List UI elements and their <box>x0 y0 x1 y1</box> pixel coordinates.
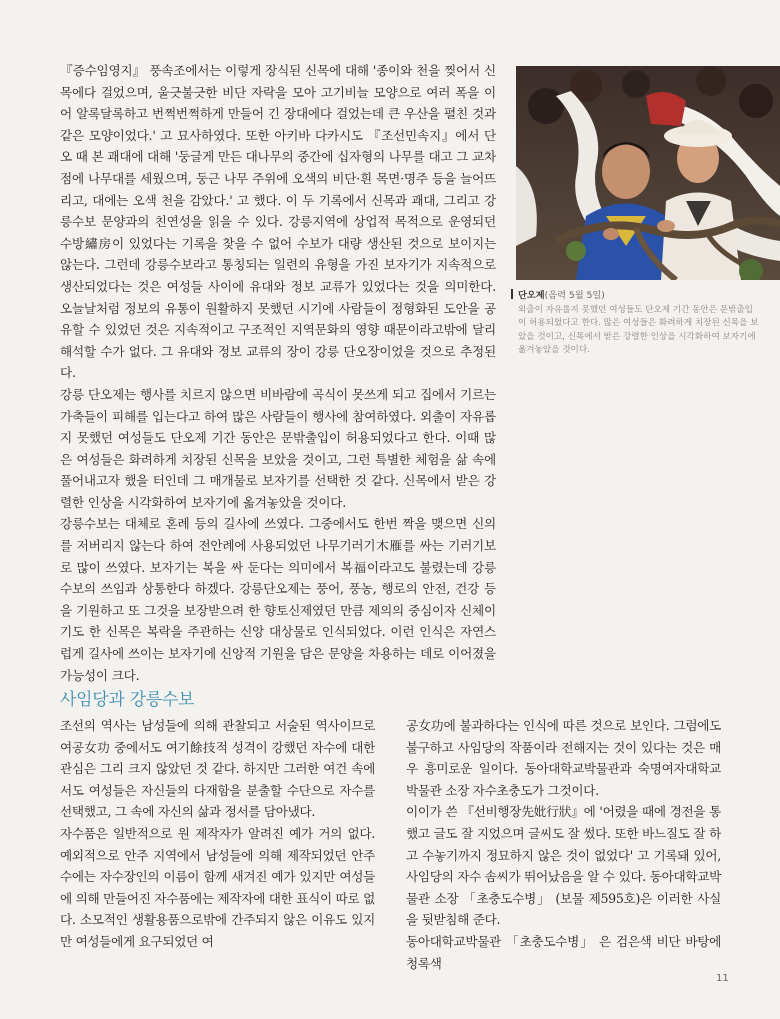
paragraph: 강릉수보는 대체로 혼례 등의 길사에 쓰였다. 그중에서도 한번 짝을 맺으면 신의를 저버리지 않는다 하여 전안례에 사용되었던 나무기러기木雁를 싸는 기러기보로 많이 쓰였다. 보자기는 복을 싸 둔다는 의미에서 복福이라고도 불렸는데 강릉수보의 쓰임과 상통한다 하겠다. 강릉단오제는 풍어, 풍농, 행로의 안전, 건강 등을 기원하고 또 그것을 보장받으려 한 향토신제였던 만큼 제의의 중심이자 신체이기도 한 신목은 복락을 주관하는 신앙 대상물로 인식되었다. 이런 인식은 자연스럽게 길사에 쓰이는 보자기에 신앙적 기원을 담은 문양을 차용하는 데로 이어졌을 가능성이 크다. <box>60 516 496 683</box>
left-column <box>60 715 375 953</box>
paragraph: 자수품은 일반적으로 원 제작자가 알려진 예가 거의 없다. 예외적으로 안주 지역에서 남성들에 의해 제작되었던 안주수에는 자수장인의 이름이 함께 새겨진 예가 있지만 여성들에 의해 만들어진 자수품에는 제작자에 대한 표식이 따로 없다. 소모적인 생활용품으로밖에 간주되지 않은 이유도 있지만 여성들에게 요구되었던 여 <box>60 825 375 949</box>
caption-date: (음력 5월 5일) <box>544 290 605 301</box>
paragraph: 이이가 쓴 『선비행장先妣行狀』에 '어렸을 때에 경전을 통했고 글도 잘 지었으며 글씨도 잘 썼다. 또한 바느질도 잘 하고 수놓기까지 정묘하지 않은 것이 없었다' 고 기록돼 있어, 사임당의 자수 솜씨가 뛰어났음을 알 수 있다. 동아대학교박물관 소장 「초충도수병」 (보물 제595호)은 이러한 사실을 뒷받침해 준다. <box>406 804 721 928</box>
caption-marker <box>511 289 513 299</box>
photo-caption <box>511 289 761 358</box>
paragraph: 『증수임영지』 풍속조에서는 이렇게 장식된 신목에 대해 '종이와 천을 찢어서 신목에다 걸었으며, 울긋불긋한 비단 자락을 모아 고기비늘 모양으로 여러 폭을 이어 알록달록하고 번쩍번쩍하게 만들어 긴 장대에다 걸었는데 큰 우산을 펼친 것과 같은 모양이었다.' 고 묘사하였다. 또한 아키바 다카시도 『조선민속지』에서 단오 때 본 괘대에 대해 '둥글게 만든 대나무의 중간에 십자형의 나무를 대고 그 교차점에 나무대를 세웠으며, 둥근 나무 주위에 오색의 비단·흰 목면·명주 등을 늘어뜨리고, 대에는 오색 천을 감았다.' 고 했다. 이 두 기록에서 신목과 괘대, 그리고 강릉수보 문양과의 친연성을 읽을 수 있다. 강릉지역에 상업적 목적으로 운영되던 수방繡房이 있었다는 기록을 찾을 수 없어 수보가 대량 생산된 것으로 보이지는 않는다. 그런데 강릉수보라고 통칭되는 일련의 유형을 가진 보자기가 지속적으로 생산되었다는 것은 여성들 사이에 유대와 정보 교류가 있었다는 것을 의미한다. 오늘날처럼 정보의 유통이 원활하지 못했던 시기에 사람들이 정형화된 도안을 공유할 수 있었던 것은 지속적이고 구조적인 지역문화의 영향 때문이라고밖에 달리 해석할 수가 없다. 그 유대와 정보 교류의 장이 강릉 단오장이었을 것으로 추정된다. <box>60 63 496 381</box>
caption-title: 단오제 <box>518 290 545 301</box>
paragraph: 공女功에 불과하다는 인식에 따른 것으로 보인다. 그럼에도 불구하고 사임당의 작품이라 전해지는 것이 있다는 것은 매우 흥미로운 일이다. 동아대학교박물관과 숙명여자대학교박물관 소장 자수초충도가 그것이다. <box>406 718 721 798</box>
caption-body: 외출이 자유롭지 못했던 여성들도 단오제 기간 동안은 문밖출입이 허용되었다고 한다. 많은 여성들은 화려하게 치장된 신목을 보았을 것이고, 신목에서 받은 강렬한 인상을 시각화하여 보자기에 옮겨놓았을 것이다. <box>518 304 759 356</box>
paragraph: 동아대학교박물관 「초충도수병」 은 검은색 비단 바탕에 청록색 <box>406 933 721 971</box>
dano-festival-photo <box>516 66 780 280</box>
paragraph: 강릉 단오제는 행사를 치르지 않으면 비바람에 곡식이 못쓰게 되고 집에서 기르는 가축들이 피해를 입는다고 하여 많은 사람들이 행사에 참여하였다. 외출이 자유롭지 못했던 여성들도 단오제 기간 동안은 문밖출입이 허용되었다고 한다. 이때 많은 여성들은 화려하게 치장된 신목을 보았을 것이고, 그런 특별한 체험을 삶 속에 풀어내고자 했을 터인데 그 매개물로 보자기를 선택한 것 같다. 신목에서 받은 강렬한 인상을 시각화하여 보자기에 옮겨놓았을 것이다. <box>60 386 496 510</box>
right-column <box>406 715 721 974</box>
page-number: 11 <box>716 973 729 984</box>
paragraph: 조선의 역사는 남성들에 의해 관찰되고 서술된 역사이므로 여공女功 중에서도 여기餘技적 성격이 강했던 자수에 대한 관심은 그리 크지 않았던 것 같다. 하지만 그러한 여건 속에서도 여성들은 자신들의 다재함을 분출할 수단으로 자수를 선택했고, 그 속에 자신의 삶과 정서를 담아냈다. <box>60 718 375 820</box>
section-heading: 사임당과 강릉수보 <box>60 690 195 710</box>
main-body-text <box>60 60 496 686</box>
